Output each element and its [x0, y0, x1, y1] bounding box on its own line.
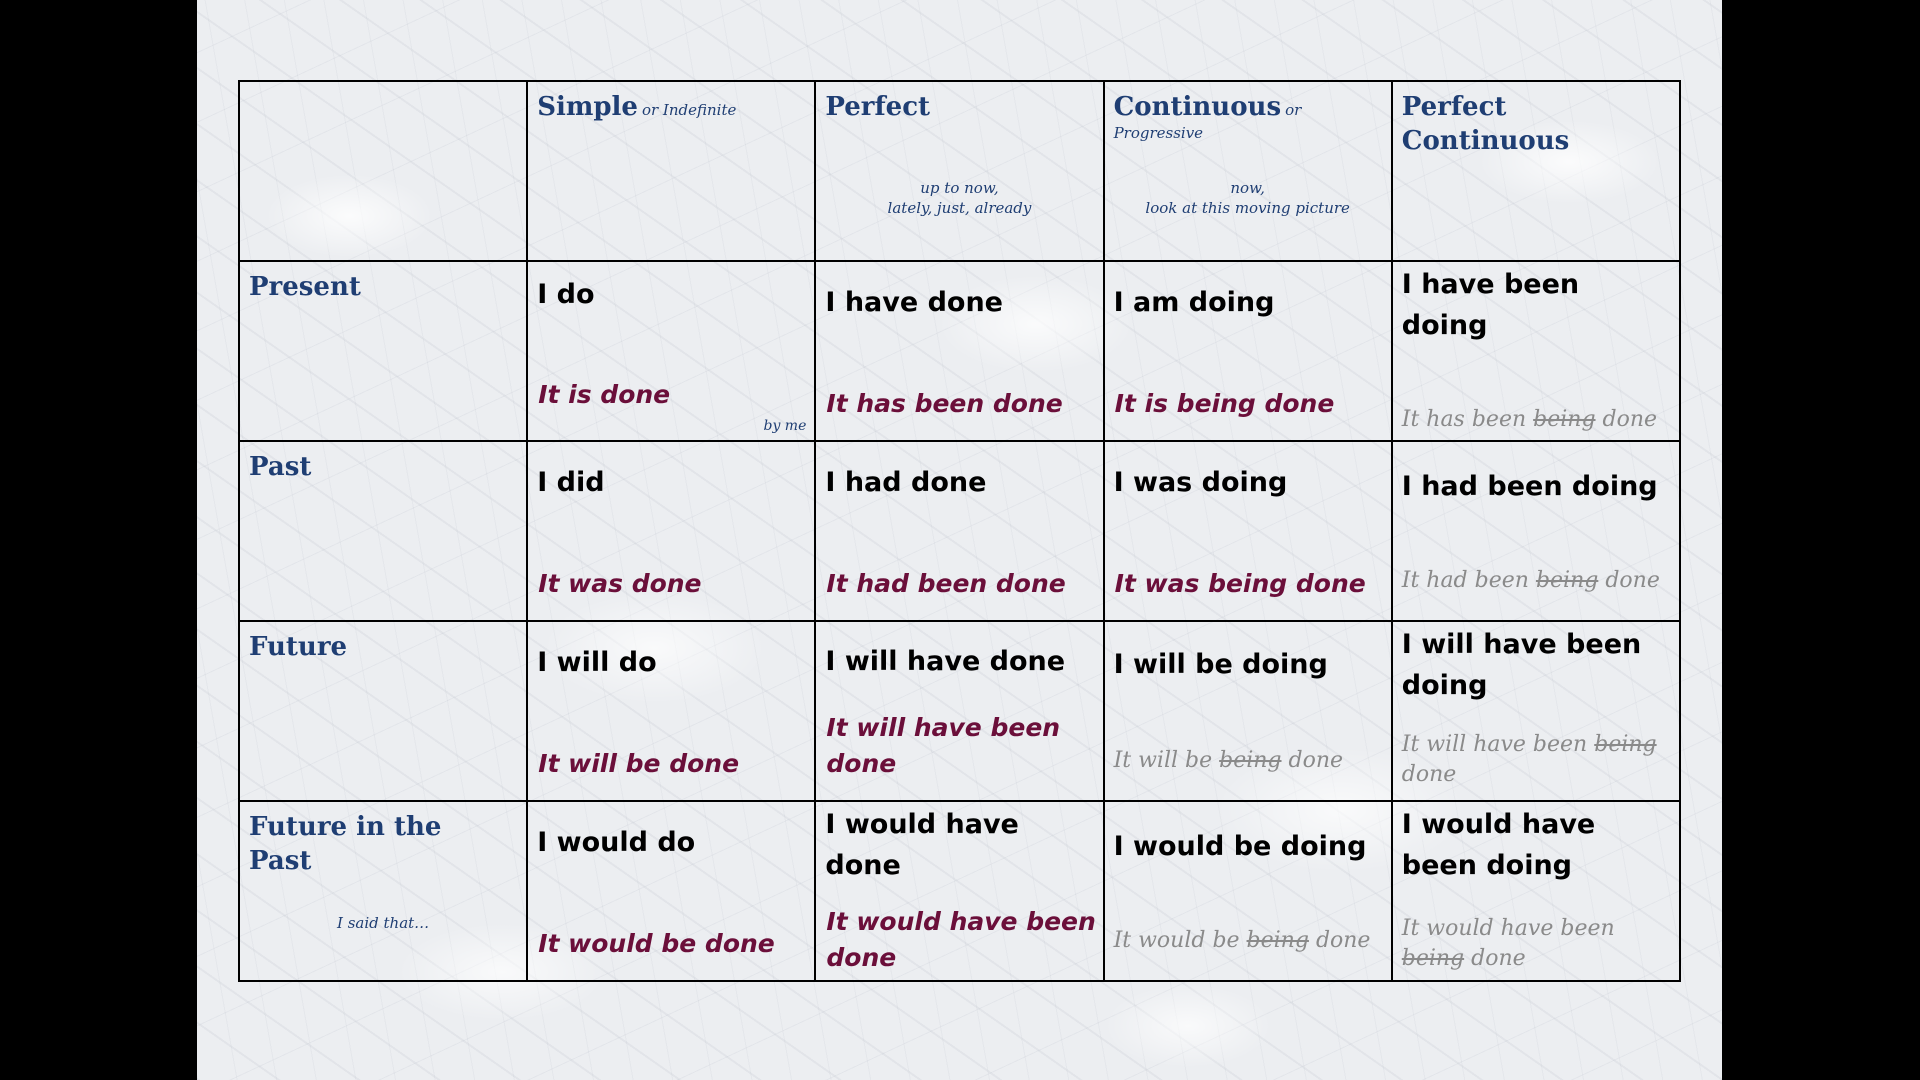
- passive-text: It has been: [1401, 407, 1527, 432]
- passive-form: [826, 904, 1096, 976]
- passive-text: done: [1605, 568, 1660, 593]
- passive-text: done: [1315, 928, 1371, 953]
- header-note-line: up to now,: [920, 179, 999, 197]
- header-perfect: [815, 81, 1103, 261]
- cell-present-perfect-continuous: [1392, 261, 1680, 441]
- passive-form: It would be done: [538, 929, 775, 958]
- passive-text: It would have been: [1401, 916, 1615, 941]
- passive-text: done: [1471, 946, 1526, 971]
- cell-past-simple: [527, 441, 815, 621]
- active-form: I was doing: [1113, 467, 1288, 498]
- cell-future-past-perfect-continuous: [1392, 801, 1680, 981]
- struck-word: being: [1219, 748, 1282, 773]
- active-form: [825, 804, 1096, 886]
- passive-text: It will be: [1113, 748, 1213, 773]
- header-title: Continuous: [1113, 92, 1282, 122]
- row-label: Present: [249, 272, 361, 302]
- header-subtitle: or Indefinite: [641, 101, 737, 119]
- cell-future-continuous: [1104, 621, 1392, 801]
- passive-form-line: It will have been: [826, 713, 1061, 742]
- row-label: [249, 810, 517, 878]
- passive-text: It had been: [1401, 568, 1529, 593]
- cell-past-continuous: [1104, 441, 1392, 621]
- cell-future-perfect: [815, 621, 1103, 801]
- cell-future-simple: [527, 621, 815, 801]
- active-form-line: I would have: [1401, 809, 1596, 840]
- cell-future-past-perfect: [815, 801, 1103, 981]
- header-title: Simple: [537, 92, 638, 122]
- agent-note: by me: [763, 418, 807, 434]
- header-title: Perfect: [1401, 92, 1507, 122]
- active-form: I will be doing: [1113, 649, 1328, 680]
- header-title: Continuous: [1401, 126, 1570, 156]
- header-simple: [527, 81, 815, 261]
- passive-form-line: done: [826, 749, 897, 778]
- active-form: I have done: [825, 287, 1003, 318]
- row-label-line: Past: [249, 846, 312, 876]
- passive-form: [1402, 566, 1673, 596]
- active-form: I had been doing: [1401, 471, 1658, 502]
- row-label-cell: [239, 801, 527, 981]
- row-future-in-the-past: [239, 801, 1680, 981]
- passive-text: done: [1288, 748, 1344, 773]
- passive-form: [826, 710, 1096, 782]
- tenses-table: [238, 80, 1681, 982]
- passive-form: It is done: [538, 380, 671, 409]
- header-note-line: look at this moving picture: [1145, 199, 1350, 217]
- active-form: [1402, 804, 1673, 886]
- cell-future-perfect-continuous: [1392, 621, 1680, 801]
- cell-present-simple: [527, 261, 815, 441]
- row-present: [239, 261, 1680, 441]
- passive-form: [1402, 730, 1673, 790]
- cell-present-perfect: [815, 261, 1103, 441]
- row-label: Past: [249, 452, 312, 482]
- passive-form-line: It would have been: [826, 907, 1096, 936]
- row-label-cell: [239, 621, 527, 801]
- passive-text: It would be: [1113, 928, 1240, 953]
- cell-present-continuous: [1104, 261, 1392, 441]
- row-future: [239, 621, 1680, 801]
- cell-future-past-simple: [527, 801, 815, 981]
- header-note: [1105, 178, 1391, 218]
- row-label-cell: [239, 261, 527, 441]
- struck-word: being: [1533, 407, 1596, 432]
- passive-form: [1402, 914, 1673, 974]
- struck-word: being: [1246, 928, 1309, 953]
- struck-word: being: [1535, 568, 1599, 593]
- header-perfect-continuous: [1392, 81, 1680, 261]
- header-note: [816, 178, 1102, 218]
- active-form: I would be doing: [1113, 831, 1367, 862]
- slide: [197, 0, 1722, 1080]
- passive-text: done: [1602, 407, 1658, 432]
- row-label-line: Future in the: [249, 812, 442, 842]
- passive-form: It was being done: [1114, 569, 1366, 598]
- active-form: I will have done: [825, 646, 1066, 677]
- active-form-line: been doing: [1401, 850, 1573, 881]
- active-form-line: I will have been: [1401, 629, 1642, 660]
- passive-form: It was done: [538, 569, 702, 598]
- row-past: [239, 441, 1680, 621]
- row-label-cell: [239, 441, 527, 621]
- row-label: Future: [249, 632, 348, 662]
- passive-form: [1114, 746, 1385, 776]
- header-subtitle: or: [1285, 101, 1302, 119]
- passive-form-line: done: [826, 943, 897, 972]
- row-note: I said that…: [337, 914, 430, 932]
- active-form: [1402, 264, 1673, 346]
- active-form: I will do: [537, 647, 657, 678]
- passive-form: [1402, 405, 1673, 435]
- passive-form: It had been done: [826, 569, 1066, 598]
- header-title: Perfect: [825, 92, 931, 122]
- passive-form: It is being done: [1114, 389, 1335, 418]
- active-form-line: I would have: [825, 809, 1019, 840]
- passive-form: It will be done: [538, 749, 740, 778]
- active-form: [1402, 624, 1673, 706]
- struck-word: being: [1401, 946, 1465, 971]
- active-form: I had done: [825, 467, 987, 498]
- active-form: I do: [537, 279, 595, 310]
- header-row: [239, 81, 1680, 261]
- active-form-line: doing: [1401, 670, 1488, 701]
- header-note-line: now,: [1230, 179, 1265, 197]
- header-note-line: lately, just, already: [887, 199, 1032, 217]
- cell-past-perfect: [815, 441, 1103, 621]
- header-subtitle: Progressive: [1113, 124, 1204, 142]
- passive-text: done: [1401, 762, 1457, 787]
- active-form: I would do: [537, 827, 696, 858]
- active-form: I did: [537, 467, 605, 498]
- cell-future-past-continuous: [1104, 801, 1392, 981]
- header-continuous: [1104, 81, 1392, 261]
- active-form-line: doing: [1401, 310, 1488, 341]
- passive-text: It will have been: [1401, 732, 1588, 757]
- passive-form: [1114, 926, 1385, 956]
- active-form-line: done: [825, 850, 901, 881]
- passive-form: It has been done: [826, 389, 1063, 418]
- active-form-line: I have been: [1401, 269, 1580, 300]
- struck-word: being: [1594, 732, 1657, 757]
- active-form: I am doing: [1113, 287, 1275, 318]
- corner-cell: [239, 81, 527, 261]
- cell-past-perfect-continuous: [1392, 441, 1680, 621]
